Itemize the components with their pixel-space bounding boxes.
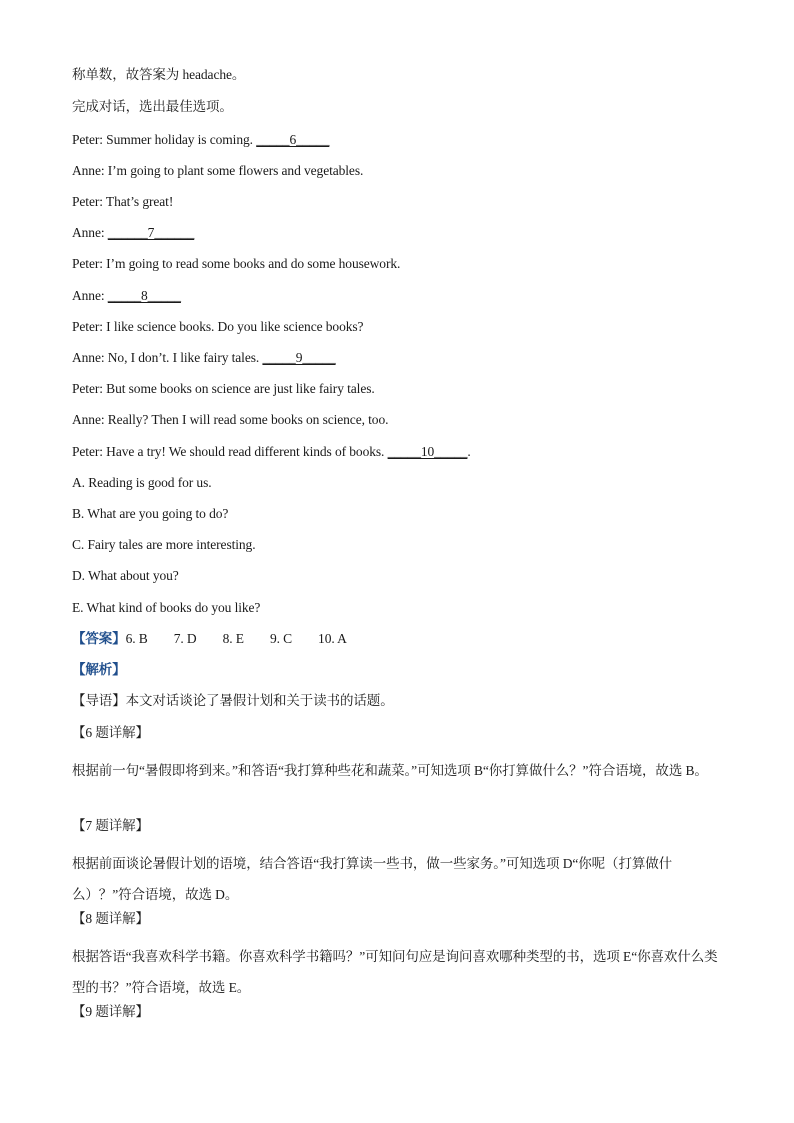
answer-item: 7. D — [173, 631, 197, 646]
dialogue-line — [72, 131, 329, 149]
guide-text: 本文对话谈论了暑假计划和关于读书的话题。 — [125, 693, 394, 708]
dialogue-text: Anne: No, I don’t. I like fairy tales. — [72, 350, 263, 365]
dialogue-line — [72, 349, 336, 367]
q8-explanation: 根据答语“我喜欢科学书籍。你喜欢科学书籍吗？”可知问句应是询问喜欢哪种类型的书，选项 E“你喜欢什么类型的书？”符合语境，故选 E。 — [72, 949, 718, 995]
instruction-line: 完成对话，选出最佳选项。 — [72, 99, 233, 114]
option-c: C. Fairy tales are more interesting. — [72, 537, 256, 552]
answer-tag: 【答案】 — [72, 631, 126, 646]
blank-9: _____9_____ — [262, 350, 336, 365]
q9-heading: 【9 题详解】 — [72, 1004, 149, 1019]
answer-item: 8. E — [222, 631, 244, 646]
dialogue-line: Anne: Really? Then I will read some books on science, too. — [72, 412, 389, 427]
answer-item: 10. A — [318, 631, 347, 646]
blank-8: _____8_____ — [107, 288, 181, 303]
blank-6: _____6_____ — [256, 132, 330, 147]
answer-item: 6. B — [125, 631, 148, 646]
dialogue-text: Peter: Summer holiday is coming. — [72, 132, 257, 147]
blank-10: _____10_____ — [387, 444, 468, 459]
text-line: 称单数，故答案为 headache。 — [72, 67, 246, 82]
option-e: E. What kind of books do you like? — [72, 600, 261, 615]
dialogue-text: Anne: — [72, 288, 108, 303]
analysis-tag: 【解析】 — [72, 662, 126, 677]
answer-item: 9. C — [269, 631, 293, 646]
dialogue-text: . — [467, 444, 471, 459]
dialogue-line: Peter: That’s great! — [72, 194, 174, 209]
analysis-heading — [72, 661, 126, 679]
option-b: B. What are you going to do? — [72, 506, 229, 521]
answer-line — [72, 630, 373, 648]
dialogue-text: Peter: Have a try! We should read different kinds of books. — [72, 444, 388, 459]
q6-heading: 【6 题详解】 — [72, 725, 149, 740]
dialogue-line: Anne: I’m going to plant some flowers and vegetables. — [72, 163, 364, 178]
option-d: D. What about you? — [72, 568, 179, 583]
dialogue-line — [72, 443, 471, 461]
blank-7: ______7______ — [107, 225, 195, 240]
q7-explanation: 根据前面谈论暑假计划的语境，结合答语“我打算读一些书，做一些家务。”可知选项 D“你呢（打算做什么）？”符合语境，故选 D。 — [72, 856, 673, 902]
dialogue-text: Anne: — [72, 225, 108, 240]
q7-heading: 【7 题详解】 — [72, 818, 149, 833]
dialogue-line: Peter: But some books on science are just like fairy tales. — [72, 381, 375, 396]
dialogue-line: Peter: I’m going to read some books and do some housework. — [72, 256, 401, 271]
q6-explanation: 根据前一句“暑假即将到来。”和答语“我打算种些花和蔬菜。”可知选项 B“你打算做什么？”符合语境，故选 B。 — [72, 763, 708, 778]
option-a: A. Reading is good for us. — [72, 475, 212, 490]
dialogue-line: Peter: I like science books. Do you like science books? — [72, 319, 364, 334]
guide-tag: 【导语】 — [72, 693, 126, 708]
dialogue-line — [72, 287, 181, 305]
guide-line — [72, 692, 394, 710]
dialogue-line — [72, 224, 194, 242]
q8-heading: 【8 题详解】 — [72, 911, 149, 926]
